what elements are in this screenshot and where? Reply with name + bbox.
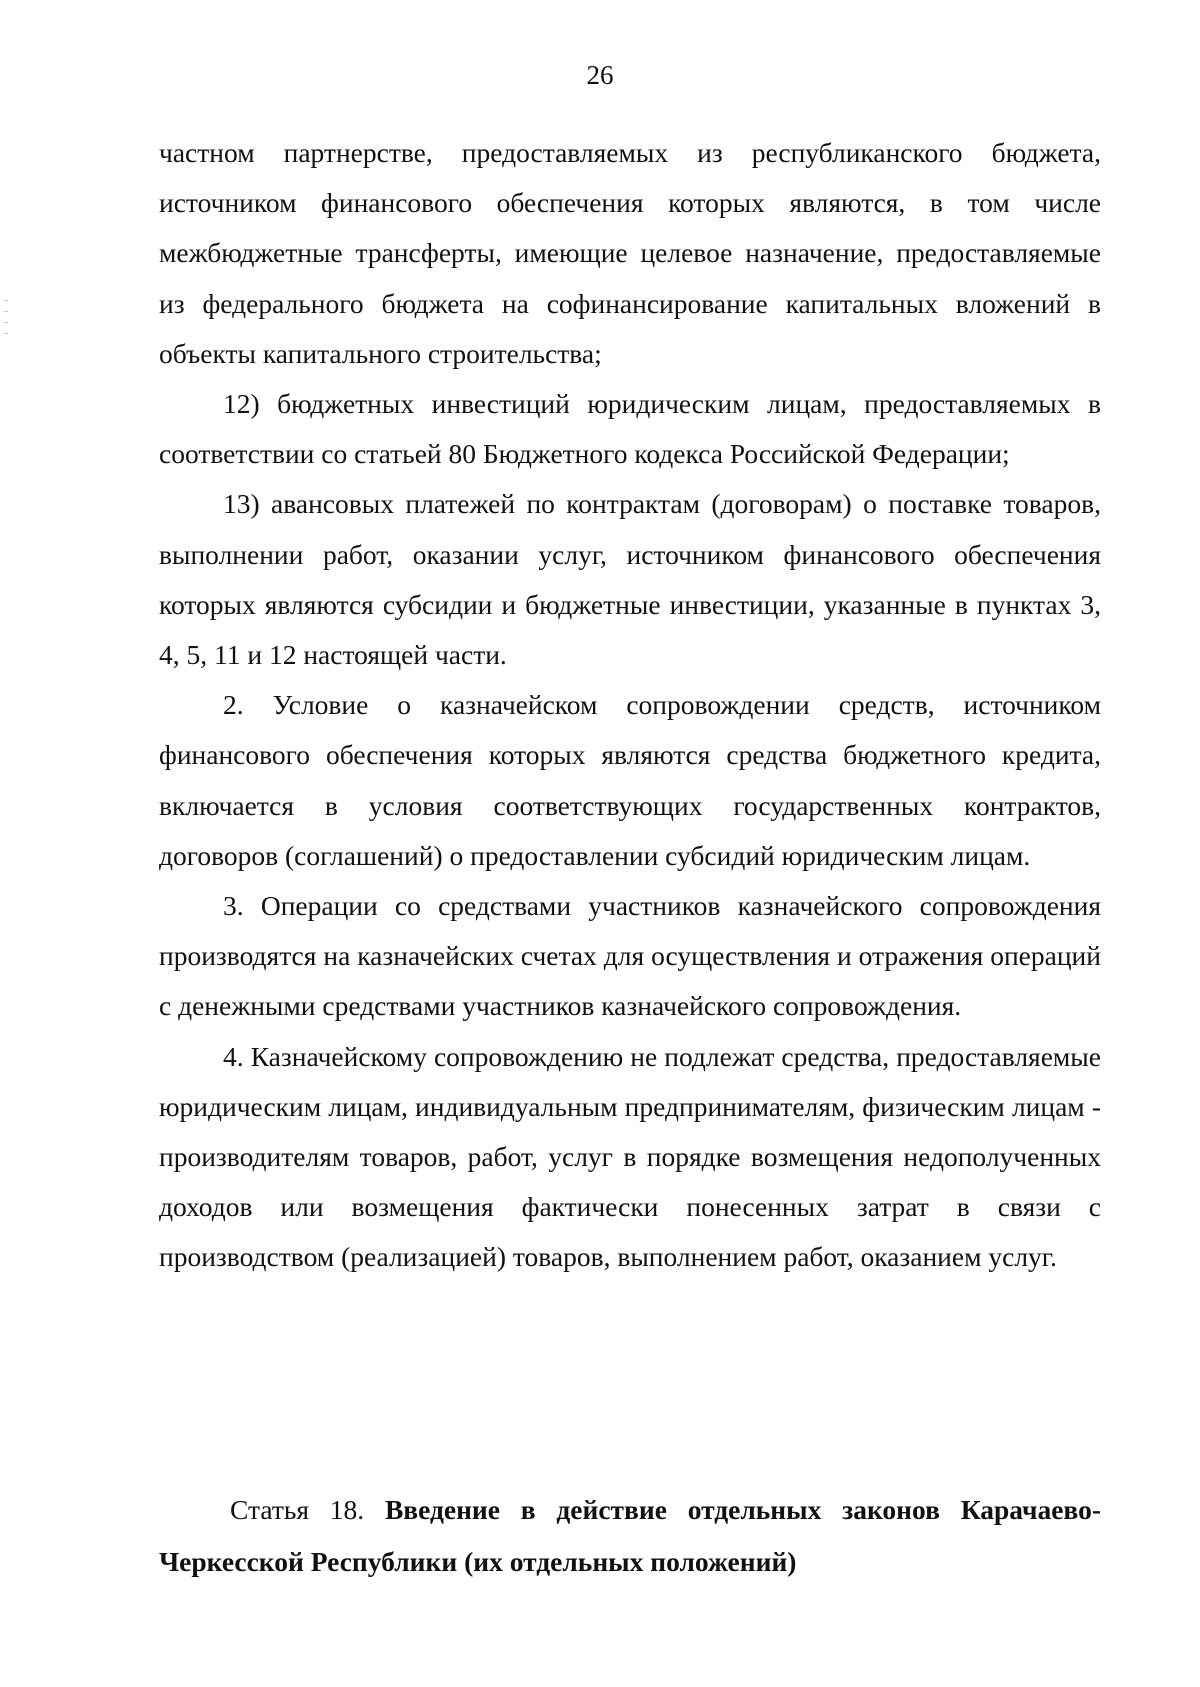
- paragraph-item-12: 12) бюджетных инвестиций юридическим лицам, предоставляемых в соответствии со статьей 80 Бюджетного кодекса Российской Федерации;: [159, 388, 1101, 470]
- article-heading: [159, 1484, 1101, 1588]
- paragraph-item-13: 13) авансовых платежей по контрактам (договорам) о поставке товаров, выполнении работ, оказании услуг, источником финансового обеспечения которых являются субсидии и бюджетные инвестиции, указанные в пунктах 3, 4, 5, 11 и 12 настоящей части.: [159, 488, 1101, 671]
- article-title: Введение в действие отдельных законов Карачаево-Черкесской Республики (их отдельных положений): [159, 1494, 1101, 1577]
- paragraph-part-3: 3. Операции со средствами участников казначейского сопровождения производятся на казначейских счетах для осуществления и отражения операций с денежными средствами участников казначейского сопровождения.: [159, 890, 1101, 1022]
- scan-margin-marks: [4, 300, 8, 360]
- paragraph-continuation: частном партнерстве, предоставляемых из республиканского бюджета, источником финансового обеспечения которых являются, в том числе межбюджетные трансферты, имеющие целевое назначение, предоставляемые из федерального бюджета на софинансирование капитальных вложений в объекты капитального строительства;: [159, 137, 1101, 369]
- page-number: 26: [586, 60, 614, 90]
- body-text: [159, 128, 1101, 1283]
- paragraph-part-2: 2. Условие о казначейском сопровождении средств, источником финансового обеспечения которых являются средства бюджетного кредита, включается в условия соответствующих государственных контрактов, договоров (соглашений) о предоставлении субсидий юридическим лицам.: [159, 689, 1101, 871]
- paragraph-part-4: 4. Казначейскому сопровождению не подлежат средства, предоставляемые юридическим лицам, индивидуальным предпринимателям, физическим лицам - производителям товаров, работ, услуг в порядке возмещения недополученных доходов или возмещения фактически понесенных затрат в связи с производством (реализацией) товаров, выполнением работ, оказанием услуг.: [159, 1040, 1101, 1273]
- article-label: Статья 18.: [230, 1494, 365, 1525]
